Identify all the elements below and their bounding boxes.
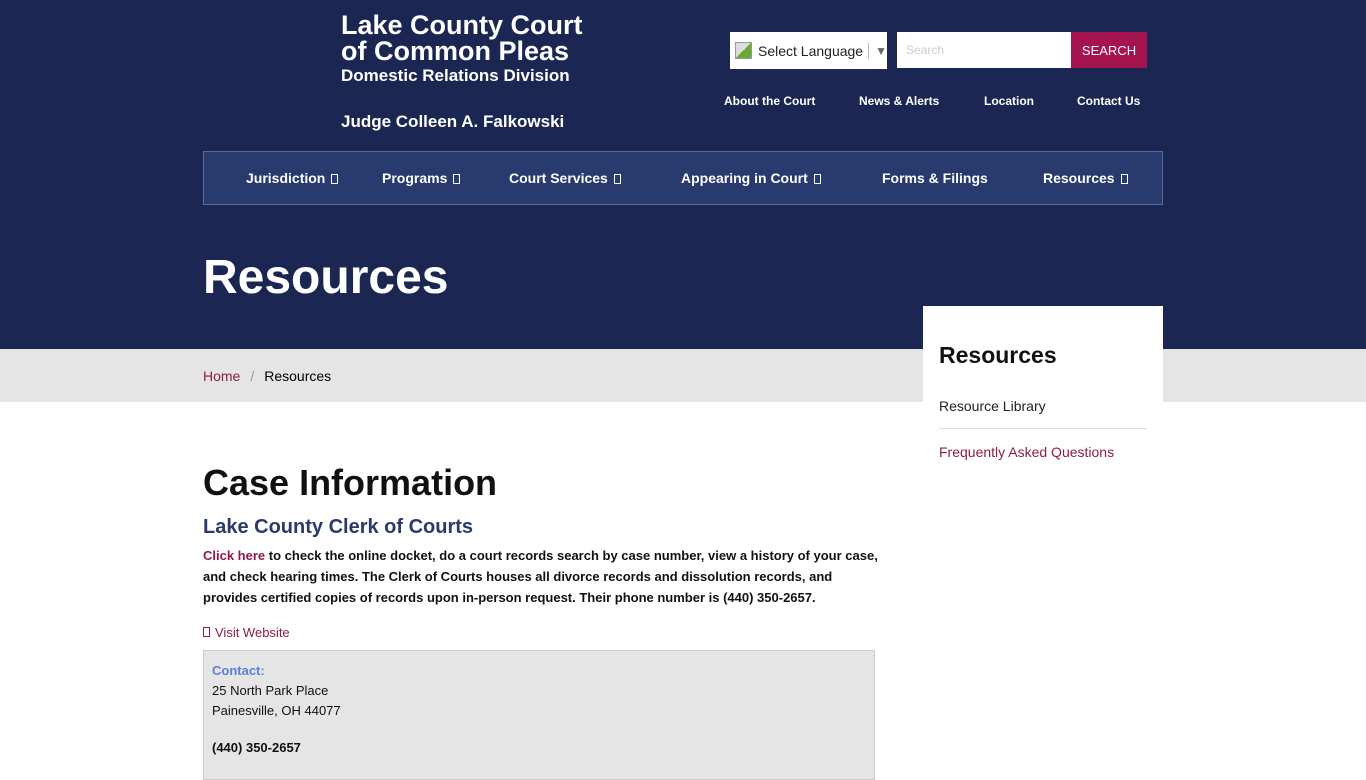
- main-nav: [203, 151, 1163, 205]
- breadcrumb-home[interactable]: Home: [203, 367, 241, 384]
- dropdown-icon: [453, 174, 460, 184]
- section-heading: Case Information: [203, 462, 498, 503]
- dropdown-icon: [1121, 174, 1128, 184]
- dropdown-icon: [614, 174, 621, 184]
- contact-label: Contact:: [212, 663, 265, 678]
- google-translate-icon: [735, 42, 752, 59]
- section-subheading: Lake County Clerk of Courts: [203, 516, 474, 538]
- dropdown-icon: [814, 174, 821, 184]
- site-logo[interactable]: [341, 12, 583, 132]
- breadcrumb-separator: /: [250, 367, 255, 384]
- breadcrumb-current: Resources: [264, 367, 332, 384]
- page-title: Resources: [203, 251, 449, 304]
- click-here-link[interactable]: Click here: [203, 548, 266, 563]
- nav-programs[interactable]: Programs: [382, 170, 460, 186]
- search-input[interactable]: Search: [897, 32, 1071, 68]
- language-label: Select Language: [758, 42, 864, 59]
- sidebar-item-faq[interactable]: Frequently Asked Questions: [939, 444, 1115, 460]
- sidebar: [923, 306, 1163, 476]
- visit-website-link[interactable]: Visit Website: [203, 625, 290, 640]
- nav-location[interactable]: Location: [984, 94, 1034, 108]
- title-line1: Lake County Court: [341, 10, 583, 40]
- nav-court-services[interactable]: Court Services: [509, 170, 621, 186]
- nav-contact[interactable]: Contact Us: [1077, 94, 1141, 108]
- dropdown-icon: [331, 174, 338, 184]
- contact-phone: (440) 350-2657: [212, 740, 301, 755]
- contact-box: [203, 650, 875, 780]
- description: Click here to check the online docket, do a court records search by case number, view a history of your case, and check hearing times. The Clerk of Courts houses all divorce records and dissolution records, and provides certified copies of records upon in-person request. Their phone number is (440) 350-2657.: [203, 548, 878, 605]
- nav-forms[interactable]: Forms & Filings: [882, 170, 988, 186]
- contact-address2: Painesville, OH 44077: [212, 703, 341, 718]
- nav-jurisdiction[interactable]: Jurisdiction: [246, 170, 338, 186]
- judge-name: Judge Colleen A. Falkowski: [341, 112, 565, 131]
- nav-about[interactable]: About the Court: [724, 94, 816, 108]
- nav-appearing[interactable]: Appearing in Court: [681, 170, 821, 186]
- external-link-icon: [203, 627, 210, 637]
- search-button[interactable]: SEARCH: [1071, 32, 1147, 68]
- language-select[interactable]: [730, 32, 887, 69]
- nav-resources[interactable]: Resources: [1043, 170, 1128, 186]
- title-line2: of Common Pleas: [341, 36, 570, 66]
- sidebar-item-resource-library[interactable]: Resource Library: [939, 398, 1147, 429]
- chevron-down-icon: ▼: [875, 43, 887, 58]
- sidebar-title: Resources: [939, 342, 1057, 368]
- contact-address1: 25 North Park Place: [212, 683, 329, 698]
- division: Domestic Relations Division: [341, 66, 570, 85]
- nav-news[interactable]: News & Alerts: [859, 94, 940, 108]
